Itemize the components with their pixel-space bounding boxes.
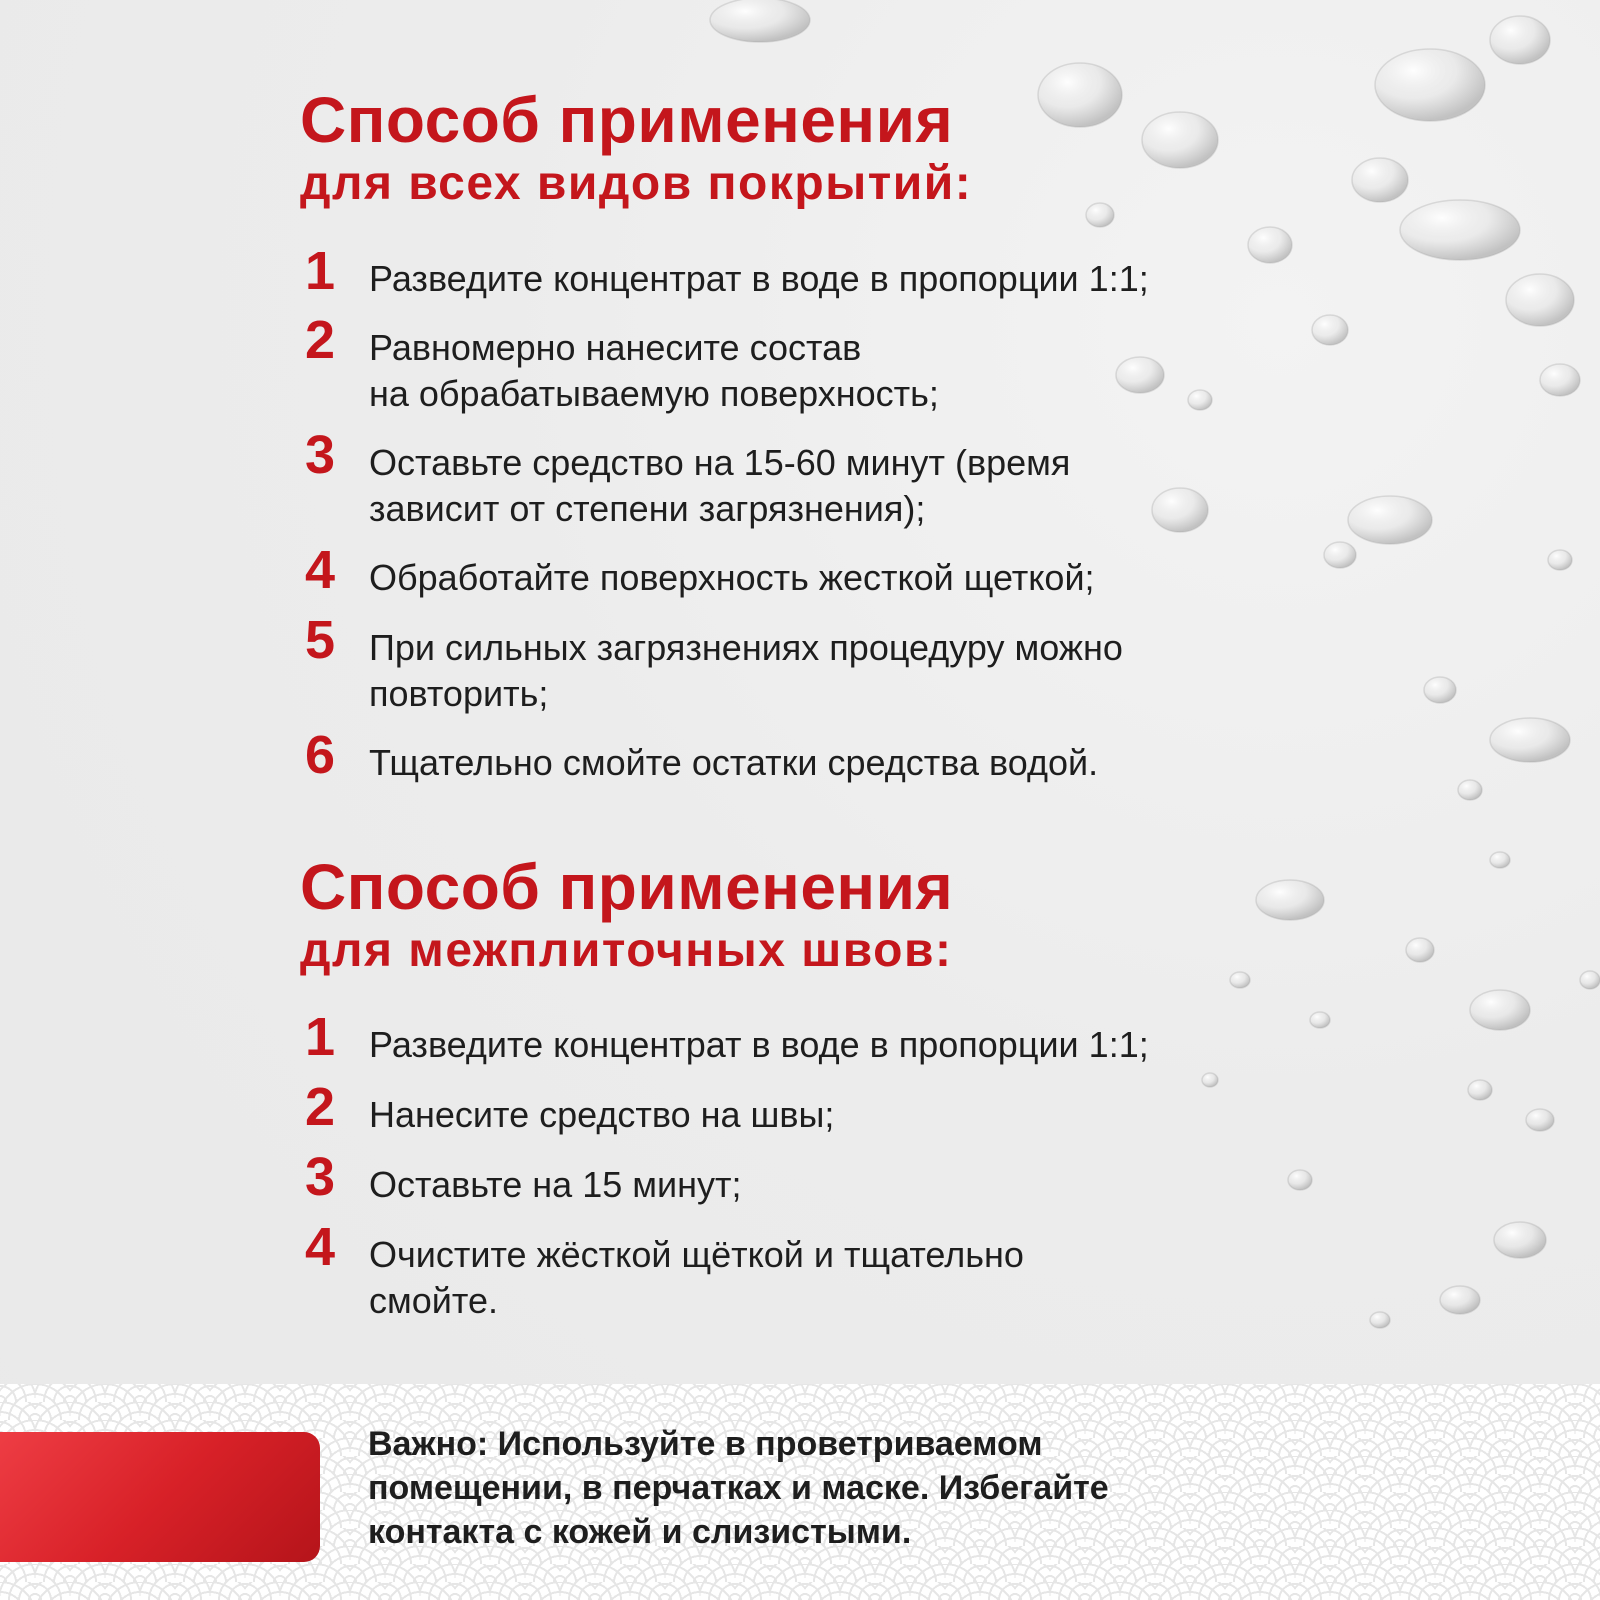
footer-red-accent-block (0, 1432, 320, 1562)
step-text: Тщательно смойте остатки средства водой. (369, 742, 1099, 783)
step-number: 6 (304, 725, 336, 785)
step-number: 4 (304, 1217, 336, 1277)
step-text: Обработайте поверхность жесткой щеткой; (369, 557, 1095, 598)
step-number: 3 (304, 1147, 336, 1207)
step-number: 5 (304, 610, 336, 670)
step-number: 4 (304, 540, 336, 600)
warning-note: Важно: Используйте в проветриваемом помещении, в перчатках и маске. Избегайте контакта с кожей и слизистыми. (368, 1425, 1109, 1551)
step-text: Разведите концентрат в воде в пропорции 1:1; (369, 1024, 1149, 1065)
section1-title: Способ применения (300, 84, 954, 156)
step-text: Нанесите средство на швы; (369, 1094, 835, 1135)
section1-subtitle: для всех видов покрытий: (300, 157, 973, 210)
step-number: 1 (304, 241, 336, 301)
section2-subtitle: для межплиточных швов: (300, 924, 953, 977)
step-number: 3 (304, 425, 336, 485)
step-text: Оставьте на 15 минут; (369, 1164, 742, 1205)
step-text: Оставьте средство на 15-60 минут (время зависит от степени загрязнения); (369, 442, 1071, 529)
step-number: 2 (304, 310, 336, 370)
step-text: Очистите жёсткой щёткой и тщательно смойте. (369, 1234, 1024, 1321)
section2-title: Способ применения (300, 851, 954, 923)
step-text: При сильных загрязнениях процедуру можно повторить; (369, 627, 1123, 714)
step-number: 2 (304, 1077, 336, 1137)
step-text: Равномерно нанесите состав на обрабатываемую поверхность; (369, 327, 939, 414)
step-number: 1 (304, 1007, 336, 1067)
step-text: Разведите концентрат в воде в пропорции 1:1; (369, 258, 1149, 299)
